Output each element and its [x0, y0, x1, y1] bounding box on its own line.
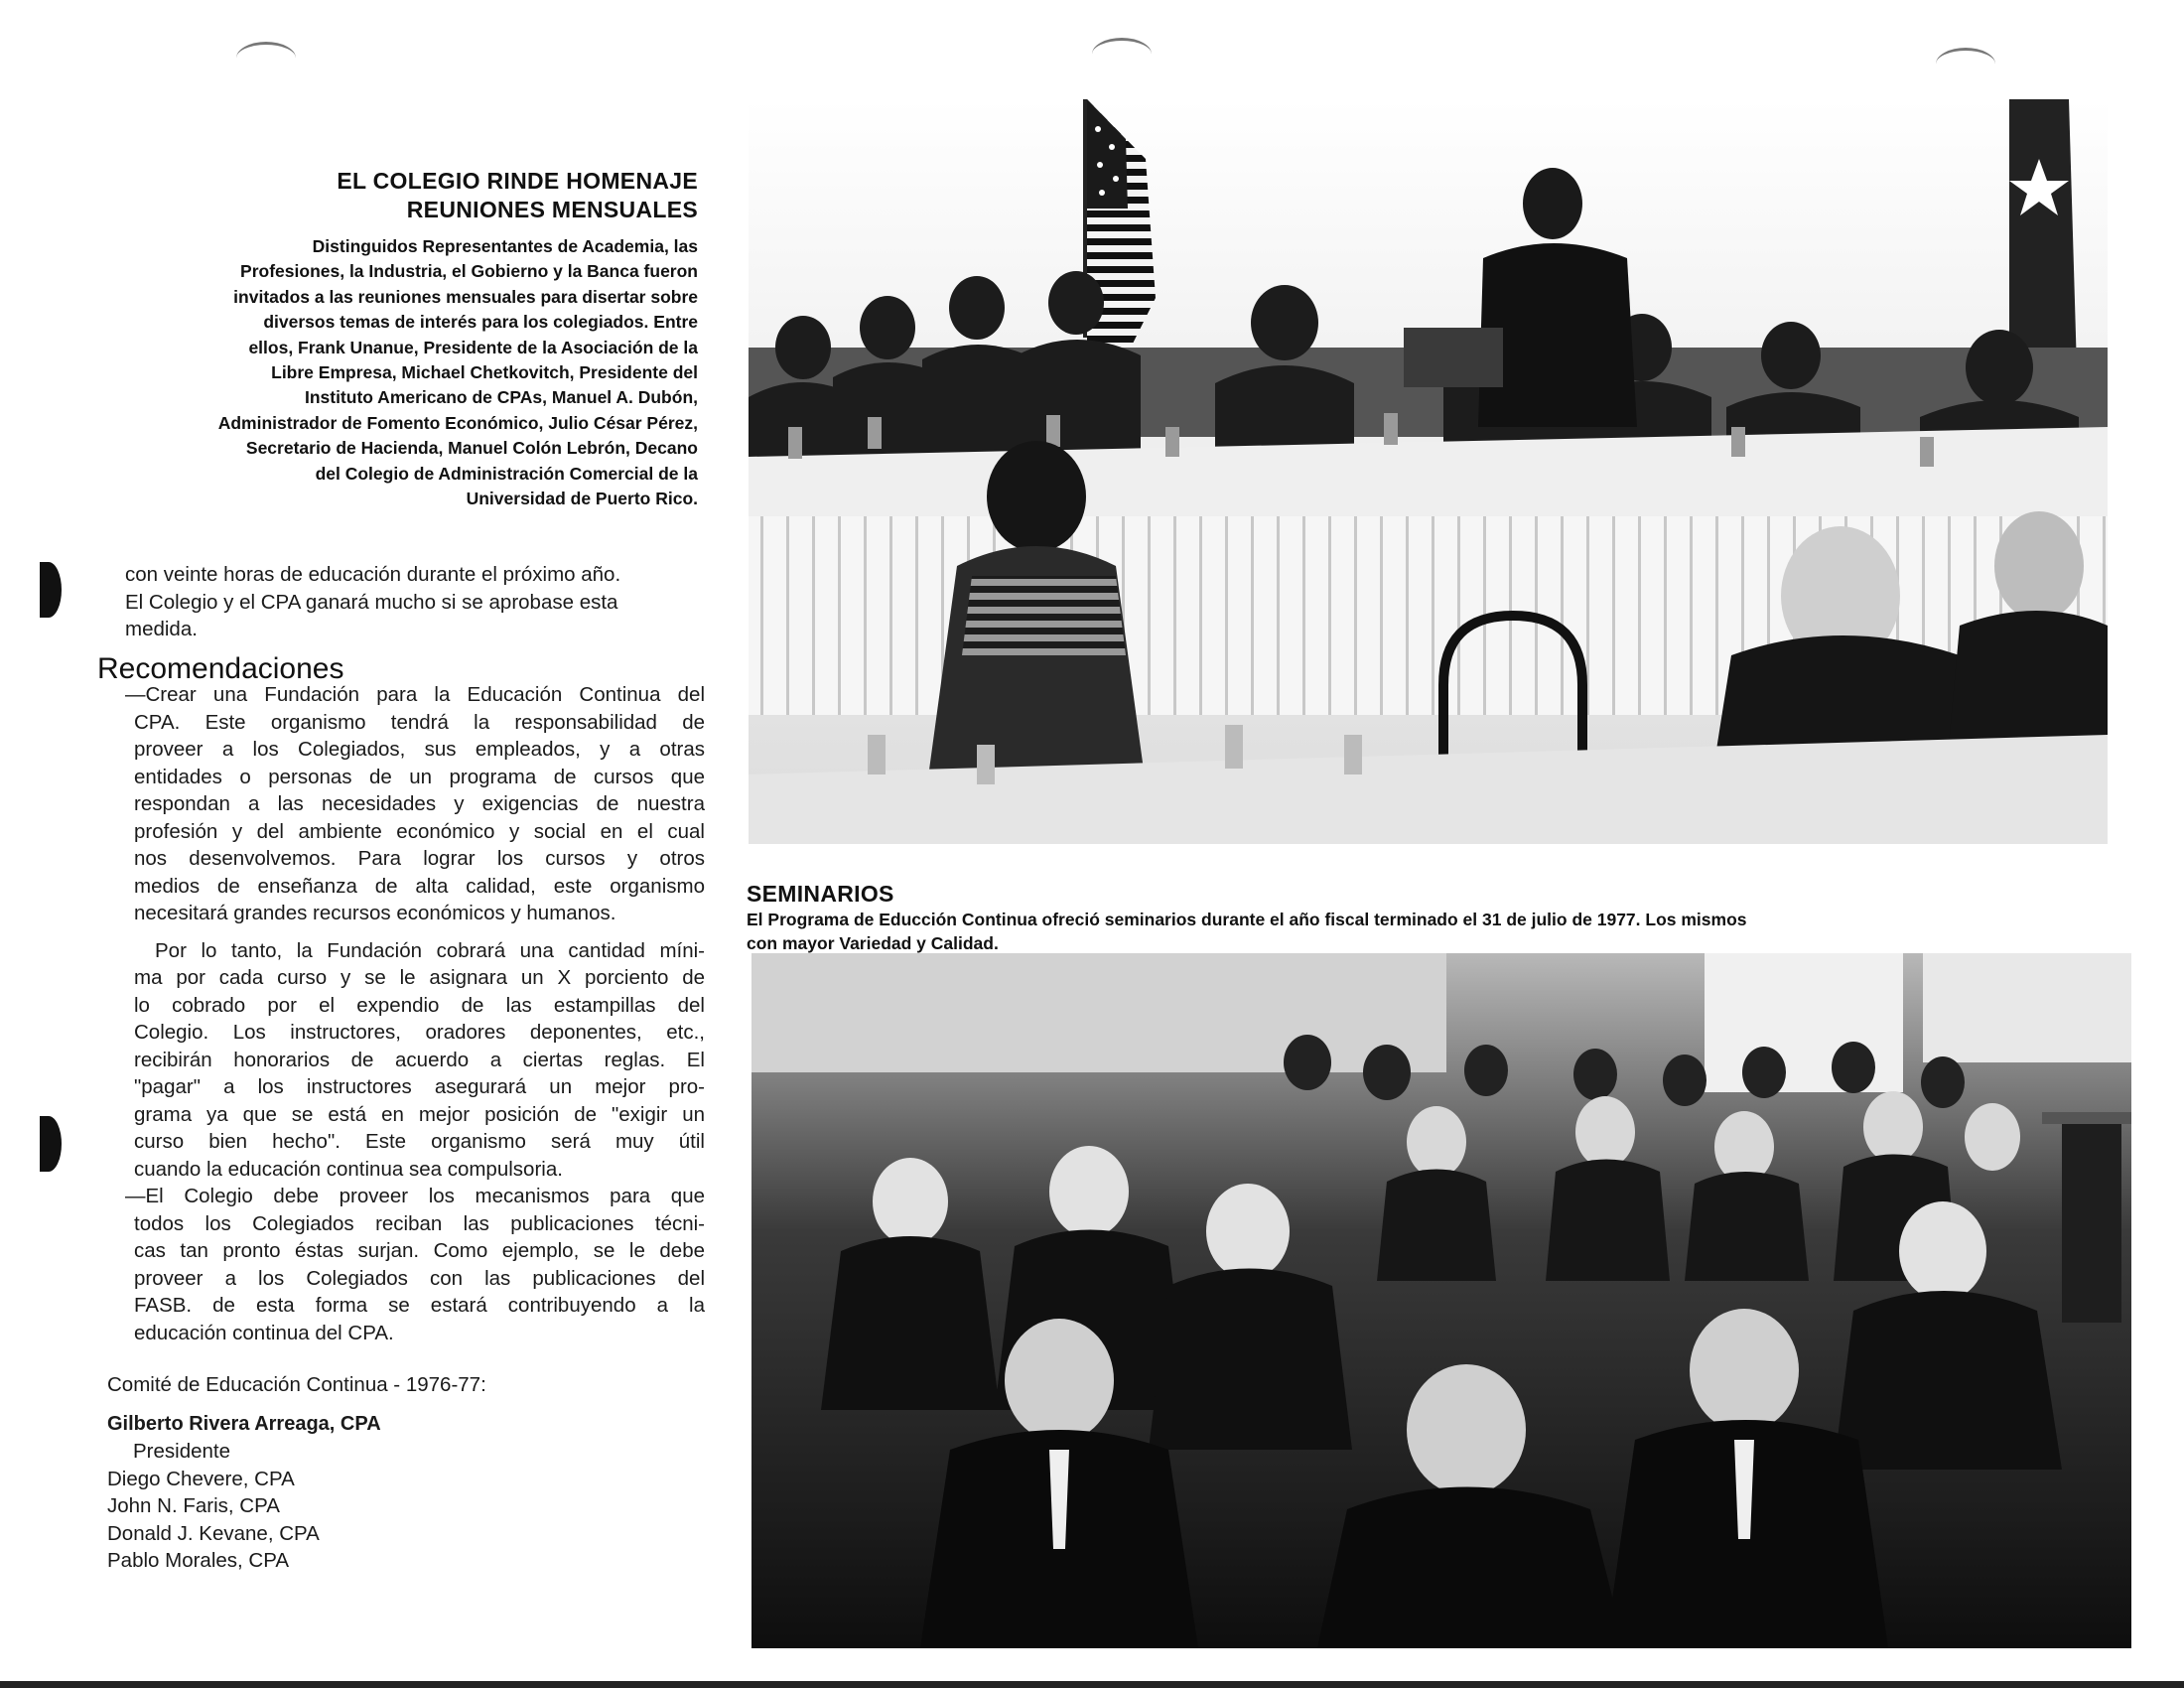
recommendation-line: Colegio. Los instructores, oradores deponentes, etc.,: [134, 1021, 705, 1044]
continuation-line: con veinte horas de educación durante el próximo año.: [125, 563, 621, 586]
seminarios-title: SEMINARIOS: [747, 881, 894, 907]
comite-intro: Comité de Educación Continua - 1976-77:: [107, 1373, 486, 1396]
homenaje-title-line: REUNIONES MENSUALES: [406, 197, 698, 222]
homenaje-title: [94, 167, 698, 224]
recommendation-line: nos desenvolvemos. Para lograr los cursos y otros: [134, 847, 705, 870]
homenaje-body-line: Administrador de Fomento Económico, Julio César Pérez,: [217, 412, 698, 433]
recommendation-line: proveer a los Colegiados con las publicaciones del: [134, 1266, 705, 1290]
comite-president-name: Gilberto Rivera Arreaga, CPA: [107, 1412, 381, 1435]
recommendation-item-1-continued: [97, 937, 705, 1184]
recommendation-item-2: [97, 1183, 705, 1346]
homenaje-body-line: Libre Empresa, Michael Chetkovitch, Presidente del: [271, 362, 698, 383]
recommendation-line: educación continua del CPA.: [134, 1321, 394, 1344]
seminarios-caption: [747, 880, 2037, 955]
hole-punch-mark: [40, 1116, 62, 1172]
recommendation-line: entidades o personas de un programa de cursos que: [134, 765, 705, 788]
comite-section: [107, 1371, 623, 1575]
scan-arc-mark: [1936, 48, 1995, 80]
comite-member: John N. Faris, CPA: [107, 1494, 280, 1517]
paragraph-gap: [97, 927, 705, 937]
homenaje-body-line: Instituto Americano de CPAs, Manuel A. Dubón,: [304, 387, 698, 408]
seminarios-line: El Programa de Educción Continua ofreció seminarios durante el año fiscal terminado el 31 de julio de 1977. Los mismos: [747, 910, 1747, 929]
homenaje-section: [94, 167, 698, 511]
recomendaciones-body: [97, 681, 705, 1346]
continuation-line: El Colegio y el CPA ganará mucho si se aprobase esta: [125, 590, 618, 614]
recommendation-line: medios de enseñanza de alta calidad, este organismo: [134, 874, 705, 898]
recommendation-line: ma por cada curso y se le asignara un X porciento de: [134, 966, 705, 989]
recommendation-line: —Crear una Fundación para la Educación Continua del: [125, 683, 705, 706]
recommendation-item-1: [97, 681, 705, 927]
comite-member: Diego Chevere, CPA: [107, 1467, 295, 1490]
homenaje-body-line: Universidad de Puerto Rico.: [466, 489, 698, 509]
homenaje-body-line: del Colegio de Administración Comercial de la: [315, 463, 698, 484]
recommendation-line: profesión y del ambiente económico y social en el cual: [134, 819, 705, 843]
scan-arc-mark: [236, 42, 296, 74]
continuation-paragraph: [97, 561, 705, 643]
recommendation-line: todos los Colegiados reciban las publicaciones técni-: [134, 1211, 705, 1235]
recommendation-line: curso bien hecho". Este organismo será muy útil: [134, 1130, 705, 1153]
recommendation-line: cuando la educación continua sea compulsoria.: [134, 1157, 563, 1181]
homenaje-body-line: Distinguidos Representantes de Academia, las: [312, 236, 698, 256]
seminar-audience-photo: [751, 953, 2131, 1648]
recommendation-line: FASB. de esta forma se estará contribuyendo a la: [134, 1294, 705, 1317]
recomendaciones-heading: Recomendaciones: [97, 652, 344, 685]
homenaje-body-line: Profesiones, la Industria, el Gobierno y la Banca fueron: [240, 261, 698, 282]
homenaje-body-line: invitados a las reuniones mensuales para disertar sobre: [233, 286, 698, 307]
homenaje-body-line: Secretario de Hacienda, Manuel Colón Lebrón, Decano: [245, 438, 698, 459]
recommendation-line: —El Colegio debe proveer los mecanismos para que: [125, 1185, 705, 1207]
head-table-photo: [749, 99, 2108, 844]
recommendation-line: grama ya que se está en mejor posición de "exigir un: [134, 1102, 705, 1126]
homenaje-body: [94, 234, 698, 511]
homenaje-body-line: diversos temas de interés para los colegiados. Entre: [263, 312, 698, 333]
continuation-line: medida.: [125, 618, 198, 640]
recommendation-line: cas tan pronto éstas surjan. Como ejemplo, se le debe: [134, 1239, 705, 1262]
homenaje-title-line: EL COLEGIO RINDE HOMENAJE: [337, 168, 698, 194]
comite-member: Pablo Morales, CPA: [107, 1549, 290, 1572]
scan-arc-mark: [1092, 38, 1152, 70]
recommendation-line: necesitará grandes recursos económicos y humanos.: [134, 902, 616, 924]
recommendation-line: lo cobrado por el expendio de las estampillas del: [134, 993, 705, 1017]
recommendation-line: "pagar" a los instructores asegurará un mejor pro-: [134, 1075, 705, 1098]
head-table-photo-illustration: [749, 99, 2108, 844]
recommendation-line: recibirán honorarios de acuerdo a ciertas reglas. El: [134, 1048, 705, 1071]
comite-president-role: Presidente: [133, 1440, 231, 1463]
recommendation-line: Por lo tanto, la Fundación cobrará una cantidad míni-: [155, 938, 705, 962]
seminarios-line: con mayor Variedad y Calidad.: [747, 933, 999, 953]
homenaje-body-line: ellos, Frank Unanue, Presidente de la Asociación de la: [248, 337, 698, 357]
recommendation-line: proveer a los Colegiados, sus empleados, y a otras: [134, 738, 705, 761]
hole-punch-mark: [40, 562, 62, 618]
scan-bottom-edge: [0, 1681, 2184, 1688]
recommendation-line: CPA. Este organismo tendrá la responsabilidad de: [134, 710, 705, 734]
seminar-audience-photo-illustration: [751, 953, 2131, 1648]
recommendation-line: respondan a las necesidades y exigencias de nuestra: [134, 792, 705, 815]
comite-member: Donald J. Kevane, CPA: [107, 1521, 320, 1545]
